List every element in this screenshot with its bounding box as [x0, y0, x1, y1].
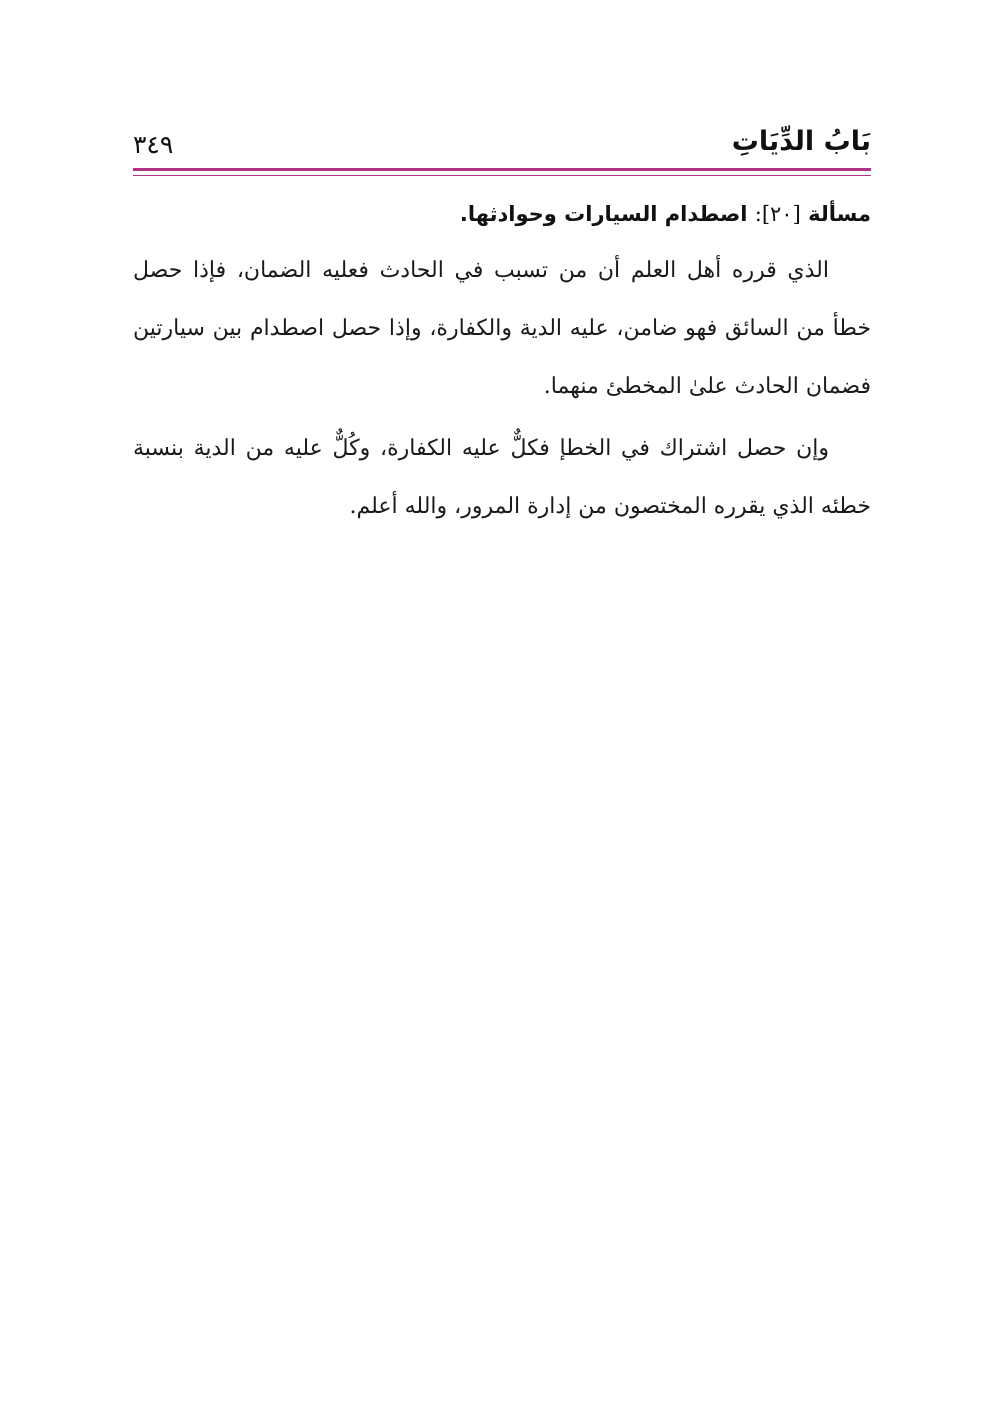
paragraph-2: وإن حصل اشتراك في الخطإ فكلٌّ عليه الكفارة، وكُلٌّ عليه من الدية بنسبة خطئه الذي يقرره المختصون من إدارة المرور، والله أعلم. [133, 436, 871, 519]
page-content [133, 192, 871, 540]
issue-heading [133, 192, 871, 236]
page-number: ٣٤٩ [133, 130, 174, 159]
issue-number: [٢٠]: [754, 202, 801, 226]
header-rule-thick [133, 168, 871, 171]
issue-title: اصطدام السيارات وحوادثها. [459, 202, 748, 226]
paragraph-1: الذي قرره أهل العلم أن من تسبب في الحادث فعليه الضمان، فإذا حصل خطأ من السائق فهو ضامن، عليه الدية والكفارة، وإذا حصل اصطدام بين سيارتين فضمان الحادث علىٰ المخطئ منهما. [133, 258, 871, 399]
issue-label: مسألة [808, 202, 871, 226]
page-header [133, 120, 871, 168]
header-rule-thin [133, 175, 871, 176]
chapter-title: بَابُ الدِّيَاتِ [731, 126, 871, 157]
